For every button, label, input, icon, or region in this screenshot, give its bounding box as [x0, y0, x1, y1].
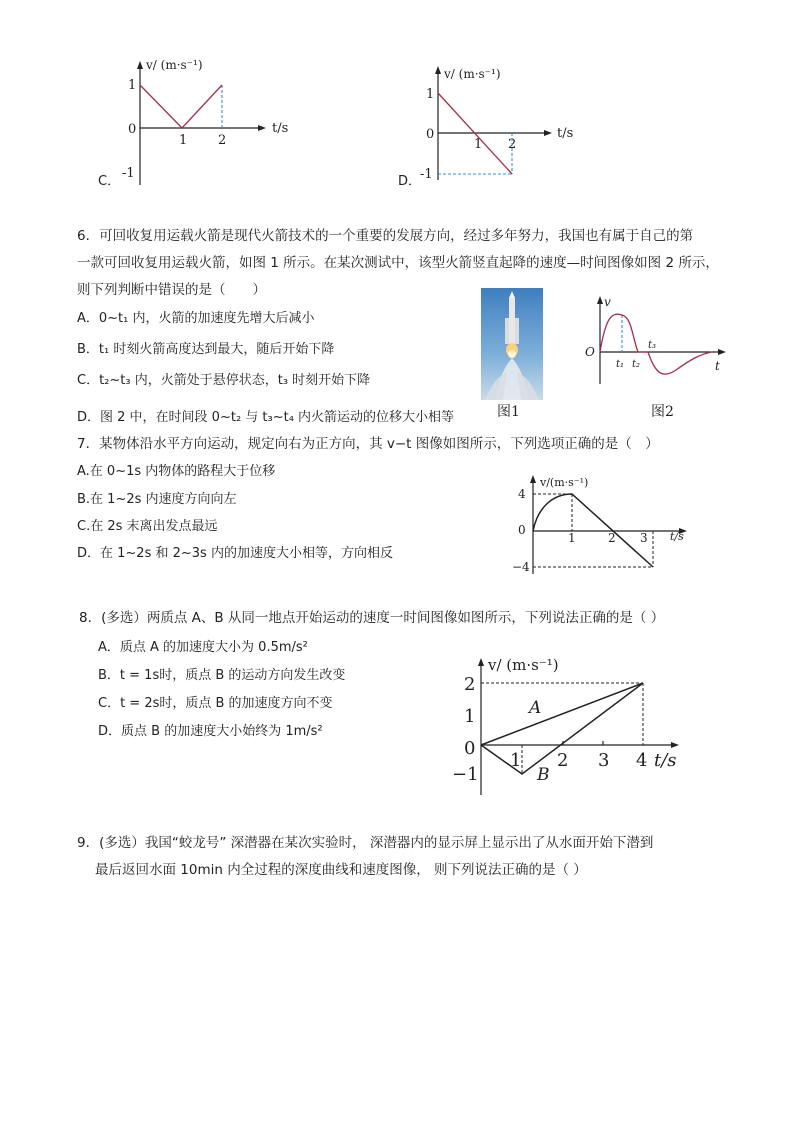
option-d-label: D．	[398, 174, 422, 189]
option-c-label: C．	[98, 174, 121, 189]
x-axis-label: t/s	[670, 530, 684, 543]
tick-y-neg1: -1	[122, 166, 135, 181]
tick-x-1: 1	[179, 133, 188, 148]
q8-option-d: D．质点 B 的加速度大小始终为 1m/s²	[98, 724, 323, 739]
q7-option-a: A.在 0~1s 内物体的路程大于位移	[77, 464, 276, 479]
tick-x-2: 2	[608, 531, 616, 545]
tick-x-1: 1	[510, 750, 522, 771]
tick-y-4: 4	[518, 487, 526, 501]
fig2-t2: t₂	[632, 359, 641, 370]
tick-y-0: 0	[426, 127, 435, 142]
x-axis-label: t/s	[654, 750, 677, 771]
tick-y-2: 2	[464, 674, 476, 695]
tick-x-1: 1	[474, 137, 483, 152]
fig2-t-label: t	[715, 359, 720, 373]
tick-y-0: 0	[464, 738, 476, 759]
tick-x-4: 4	[636, 750, 648, 771]
graph-c	[110, 55, 310, 195]
fig2-t3: t₃	[648, 340, 657, 351]
q6-line2: 一款可回收复用运载火箭，如图 1 所示。在某次测试中，该型火箭竖直起降的速度—时间图像如图 2 所示，	[77, 255, 719, 271]
q7-option-d: D．在 1~2s 和 2~3s 内的加速度大小相等，方向相反	[77, 546, 393, 561]
q8-option-b: B．t = 1s时，质点 B 的运动方向发生改变	[98, 668, 346, 683]
tick-x-3: 3	[598, 750, 610, 771]
tick-y-0: 0	[128, 122, 137, 137]
q7-graph	[510, 470, 710, 578]
figure-2-caption: 图2	[651, 404, 674, 420]
q6-option-c: C．t₂~t₃ 内，火箭处于悬停状态，t₃ 时刻开始下降	[77, 373, 371, 388]
q8-option-a: A．质点 A 的加速度大小为 0.5m/s²	[98, 640, 308, 655]
tick-y-neg1: −1	[452, 764, 479, 785]
line-a	[481, 683, 643, 745]
q9-line1: 9．(多选）我国“蛟龙号” 深潜器在某次实验时， 深潜器内的显示屏上显示出了从水面开始下潜到	[77, 835, 654, 851]
q7-option-b: B.在 1~2s 内速度方向向左	[77, 492, 237, 507]
tick-y-1: 1	[464, 706, 476, 727]
tick-x-2: 2	[508, 137, 517, 152]
tick-x-3: 3	[640, 531, 648, 545]
tick-y-0: 0	[518, 523, 526, 537]
q8-option-c: C．t = 2s时，质点 B 的加速度方向不变	[98, 696, 333, 711]
y-axis-label: v/ (m·s⁻¹)	[444, 67, 501, 81]
tick-x-2: 2	[557, 750, 569, 771]
tick-y-1: 1	[128, 78, 137, 93]
fig2-t1: t₁	[616, 359, 625, 370]
q6-option-a: A．0~t₁ 内，火箭的加速度先增大后减小	[77, 311, 315, 326]
tick-y-neg1: -1	[420, 167, 433, 182]
tick-y-1: 1	[426, 87, 435, 102]
q7-option-c: C.在 2s 末离出发点最远	[77, 519, 218, 534]
fig2-v-label: v	[604, 295, 611, 309]
q6-figure-2	[582, 296, 732, 390]
label-b: B	[537, 765, 550, 785]
x-axis-label: t/s	[557, 126, 574, 141]
rocket-photo	[481, 288, 543, 400]
x-axis-label: t/s	[272, 121, 289, 136]
fig2-origin: O	[585, 345, 595, 359]
q8-graph	[450, 650, 690, 800]
tick-x-1: 1	[568, 531, 576, 545]
q6-option-b: B．t₁ 时刻火箭高度达到最大，随后开始下降	[77, 342, 335, 357]
y-axis-label: v/ (m·s⁻¹)	[146, 58, 203, 72]
y-axis-label: v/ (m·s⁻¹)	[488, 656, 559, 674]
y-axis-label: v/(m·s⁻¹)	[540, 476, 589, 489]
q6-line3: 则下列判断中错误的是（ ）	[77, 282, 266, 298]
tick-y-neg4: −4	[512, 560, 530, 574]
q6-line1: 6．可回收复用运载火箭是现代火箭技术的一个重要的发展方向，经过多年努力，我国也有属于自己的第	[77, 228, 694, 244]
graph-d	[410, 62, 610, 192]
q8-stem: 8．(多选）两质点 A、B 从同一地点开始运动的速度一时间图像如图所示，下列说法正确的是（ ）	[79, 610, 665, 626]
figure-1-caption: 图1	[497, 404, 520, 420]
q7-stem: 7．某物体沿水平方向运动，规定向右为正方向，其 v−t 图像如图所示，下列选项正确的是（ ）	[77, 436, 659, 452]
label-a: A	[529, 698, 542, 718]
q9-line2: 最后返回水面 10min 内全过程的深度曲线和速度图像， 则下列说法正确的是（ ）	[95, 862, 587, 878]
q6-option-d: D．图 2 中，在时间段 0~t₂ 与 t₃~t₄ 内火箭运动的位移大小相等	[77, 410, 455, 425]
velocity-line	[140, 85, 222, 128]
tick-x-2: 2	[218, 133, 227, 148]
